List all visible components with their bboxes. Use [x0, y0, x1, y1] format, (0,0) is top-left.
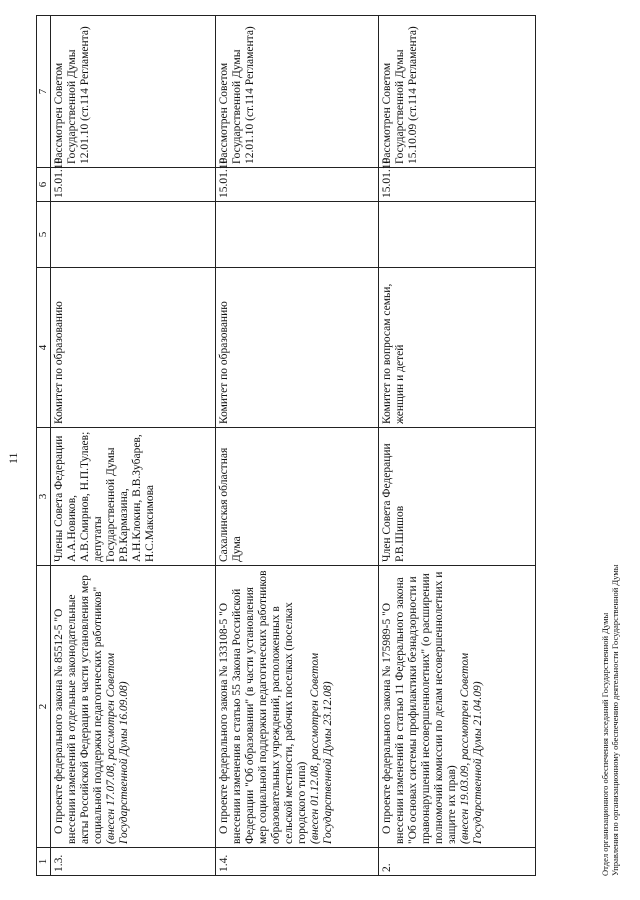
- footer-line: Управления по организационному обеспечению деятельности Государственной Думы: [610, 564, 620, 876]
- table-row: [216, 16, 379, 876]
- item-number: 1.3.: [51, 848, 216, 876]
- bill-author: Члены Совета Федерации А.А.Новиков, А.В.Смирнов, Н.П.Тулаев; депутаты Государственной Думы Р.В.Кармазина, А.Н.Клокин, В.В.Зубарев, Н.С.Максимова: [51, 428, 216, 566]
- column-5-cell: [216, 202, 379, 268]
- responsible-committee: Комитет по образованию: [216, 268, 379, 428]
- bill-description: [379, 566, 536, 848]
- responsible-committee: Комитет по образованию: [51, 268, 216, 428]
- bill-note: (внесен 01.12.08, рассмотрен Советом Государственной Думы 23.12.08): [309, 652, 334, 844]
- bill-author: Сахалинская областная Дума: [216, 428, 379, 566]
- bill-title: О проекте федерального закона № 85512-5 "О внесении изменений в отдельные законодательные акты Российской Федерации в части установления мер социальной поддержки педагогических работников": [53, 574, 104, 844]
- bill-title: О проекте федерального закона № 175989-5 "О внесении изменений в статью 11 Федерального закона "Об основах системы профилактики безнадзорности и правонарушений несовершеннолетних" (о расширении полномочий комиссии по делам несовершеннолетних и защите их прав): [381, 571, 458, 844]
- header-row: [37, 16, 51, 876]
- item-number: 2.: [379, 848, 536, 876]
- column-header: 3: [37, 428, 51, 566]
- date-cell: 15.01.10: [379, 168, 536, 202]
- column-5-cell: [51, 202, 216, 268]
- page-number: 11: [6, 452, 20, 464]
- table-row: [51, 16, 216, 876]
- result-cell: Рассмотрен Советом Государственной Думы 15.10.09 (ст.114 Регламента): [379, 16, 536, 168]
- column-header: 4: [37, 268, 51, 428]
- column-header: 2: [37, 566, 51, 848]
- result-cell: Рассмотрен Советом Государственной Думы 12.01.10 (ст.114 Регламента): [216, 16, 379, 168]
- date-cell: 15.01.10: [216, 168, 379, 202]
- bill-note: (внесен 19.03.09, рассмотрен Советом Государственной Думы 21.04.09): [459, 652, 484, 844]
- footer-line: Отдел организационного обеспечения заседаний Государственной Думы: [600, 612, 610, 876]
- page-footer: [600, 565, 620, 876]
- bill-description: [216, 566, 379, 848]
- responsible-committee: Комитет по вопросам семьи, женщин и детей: [379, 268, 536, 428]
- column-header: 6: [37, 168, 51, 202]
- column-header: 5: [37, 202, 51, 268]
- agenda-table: [36, 15, 536, 876]
- bill-title: О проекте федерального закона № 133108-5 "О внесении изменения в статью 55 Закона Российской Федерации "Об образовании" (в части установления мер социальной поддержки педагогических работников образовательных учреждений, расположенных в сельской местности, рабочих поселках (поселках городского типа): [218, 570, 308, 844]
- result-cell: Рассмотрен Советом Государственной Думы 12.01.10 (ст.114 Регламента): [51, 16, 216, 168]
- item-number: 1.4.: [216, 848, 379, 876]
- table-row: [379, 16, 536, 876]
- date-cell: 15.01.10: [51, 168, 216, 202]
- bill-author: Член Совета Федерации Р.В.Шишов: [379, 428, 536, 566]
- column-header: 1: [37, 848, 51, 876]
- bill-note: (внесен 17.07.08, рассмотрен Советом Государственной Думы 16.09.08): [105, 652, 130, 844]
- column-header: 7: [37, 16, 51, 168]
- column-5-cell: [379, 202, 536, 268]
- bill-description: [51, 566, 216, 848]
